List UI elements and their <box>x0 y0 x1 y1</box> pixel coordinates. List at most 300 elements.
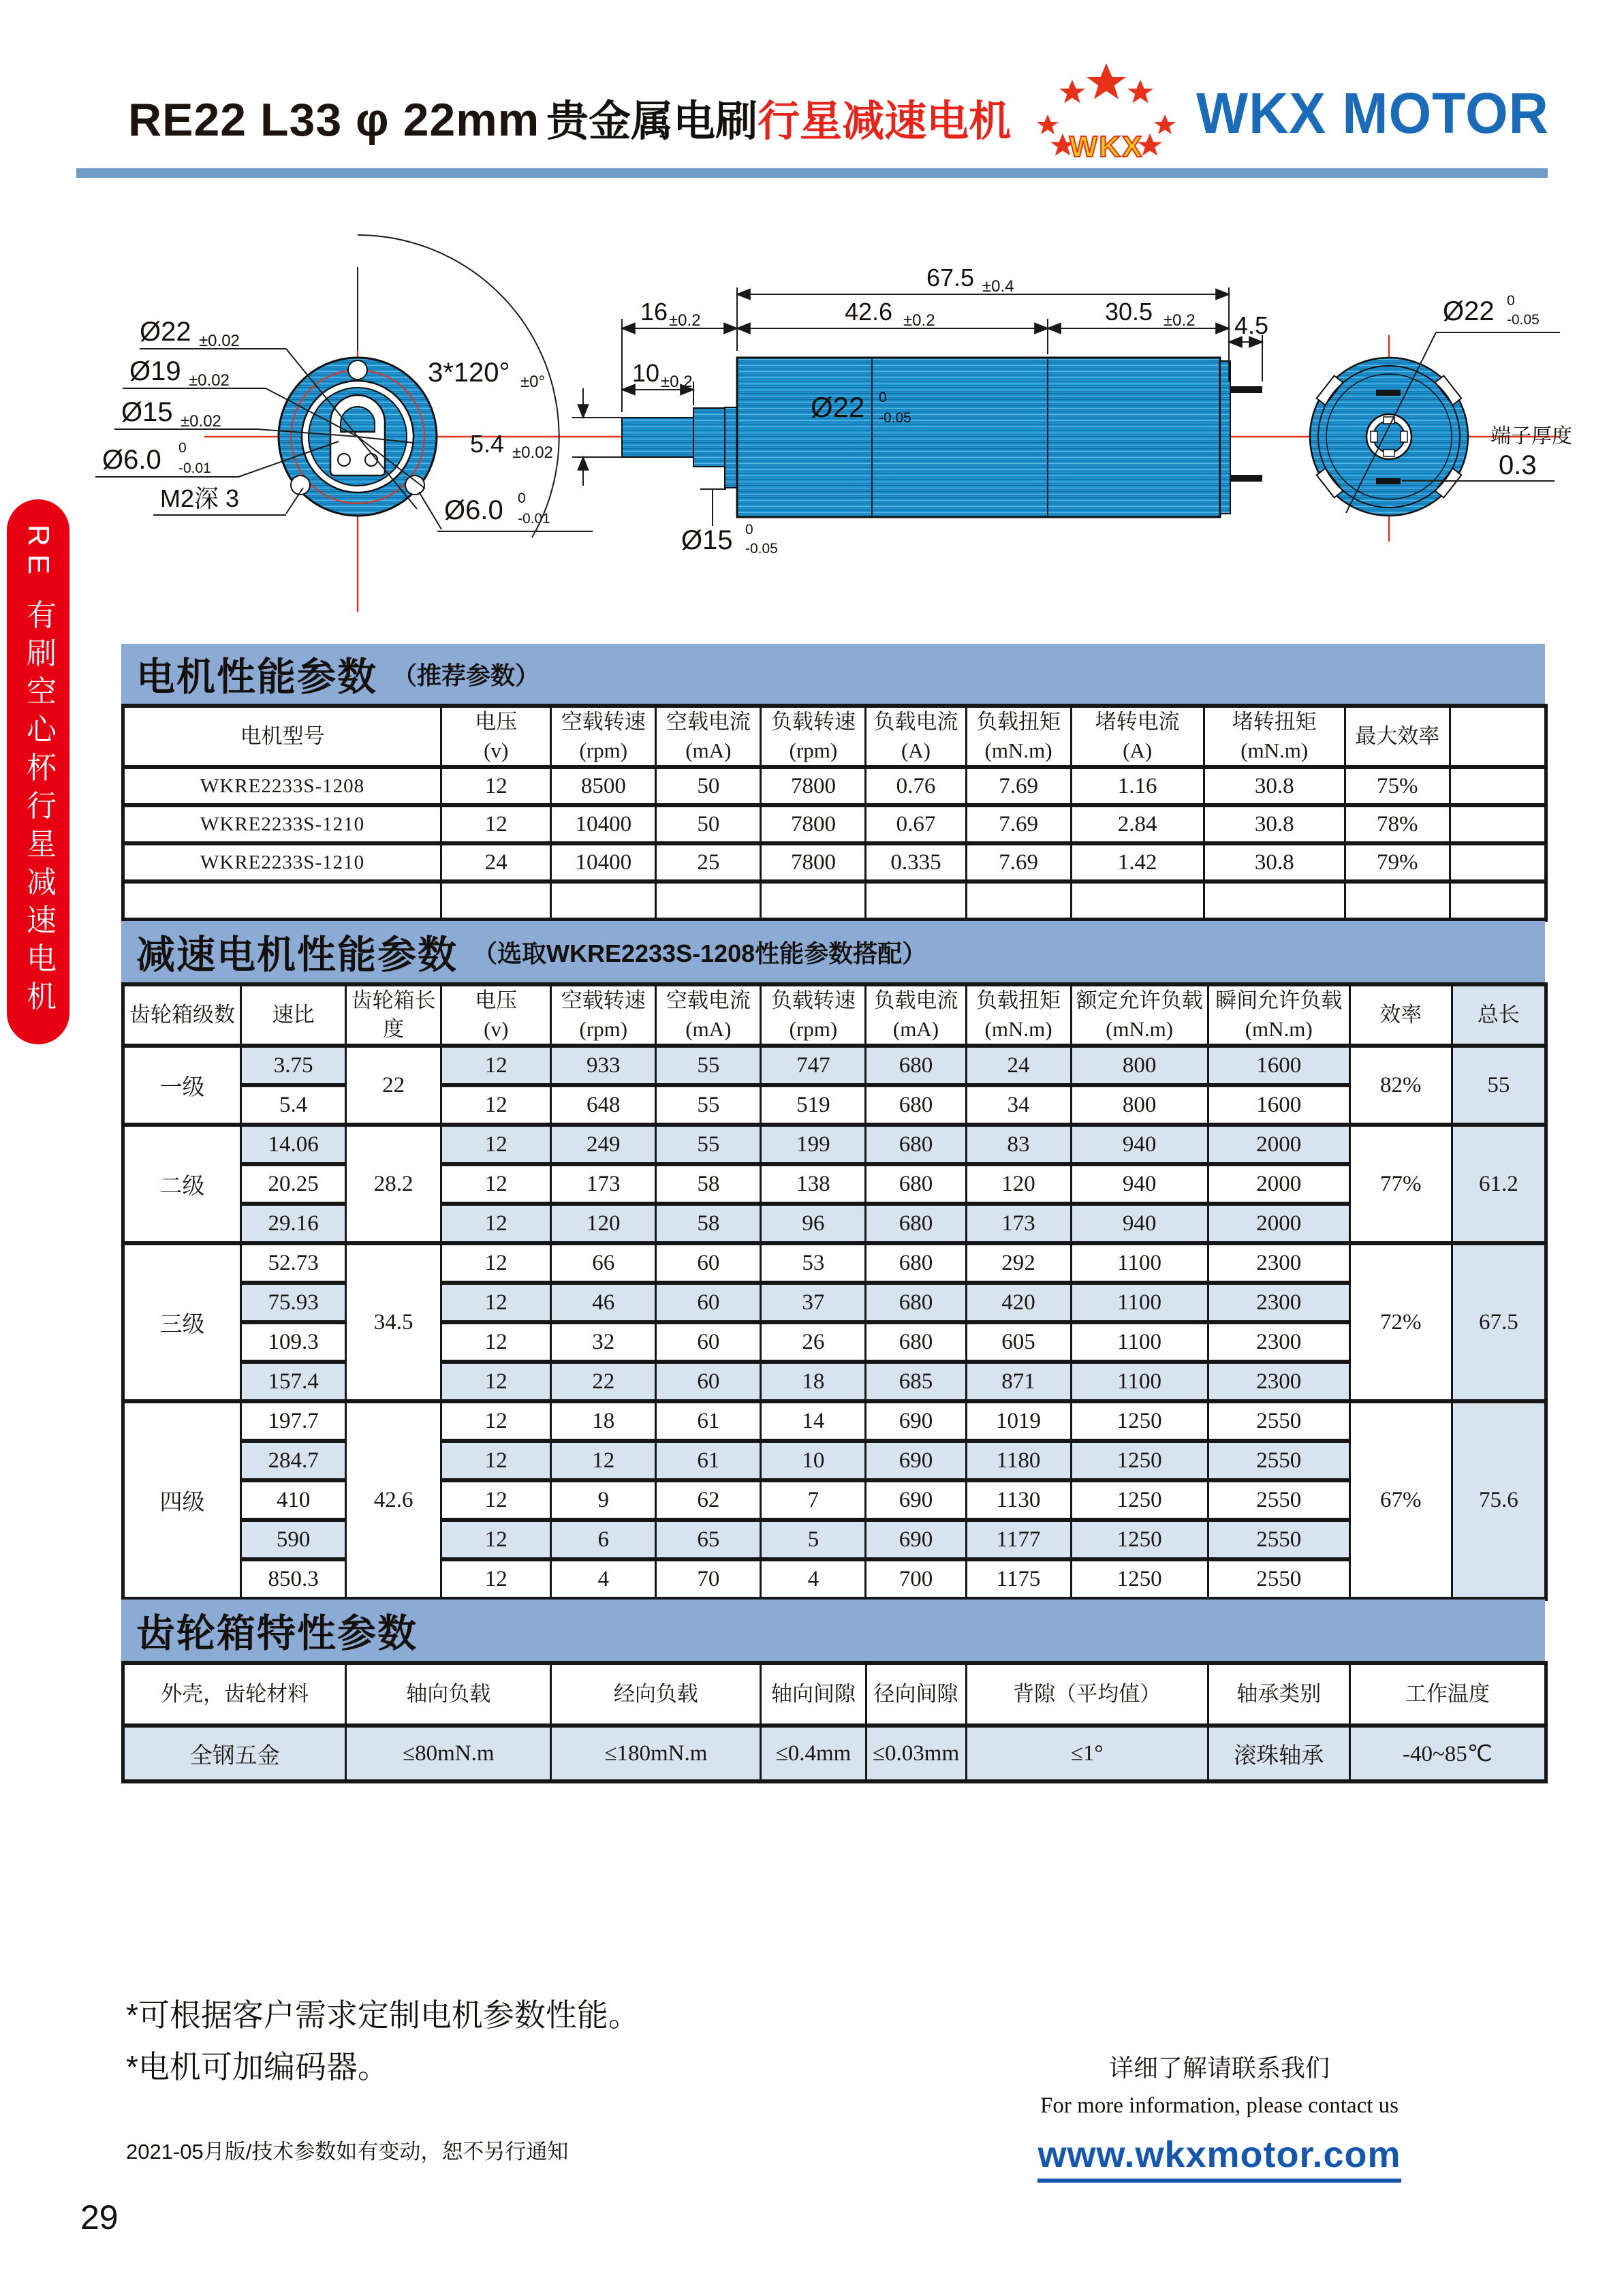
cell: 7800 <box>761 843 866 882</box>
cell <box>551 882 656 920</box>
cell: 940 <box>1071 1204 1208 1243</box>
cell: 7800 <box>761 767 866 805</box>
cell: 30.8 <box>1204 843 1345 882</box>
cell: 66 <box>551 1243 656 1283</box>
cell: 29.16 <box>241 1204 346 1243</box>
cell: 12 <box>441 767 551 805</box>
stage-cell: 四级 <box>123 1401 241 1599</box>
cell: 2000 <box>1208 1164 1349 1204</box>
cell: 34 <box>966 1085 1071 1125</box>
efficiency-cell: 77% <box>1349 1125 1452 1243</box>
dim-front-d22: Ø22 <box>140 317 191 347</box>
cell: 60 <box>656 1283 761 1322</box>
table-row <box>123 1283 1546 1322</box>
cell: 70 <box>656 1559 761 1599</box>
cell <box>966 882 1071 920</box>
cell: 32 <box>551 1322 656 1362</box>
table3-banner <box>121 1600 1545 1661</box>
header-cell: 经向负载 <box>551 1663 761 1726</box>
cell: 26 <box>761 1322 866 1362</box>
cell: 680 <box>866 1243 966 1283</box>
cell: 12 <box>441 1322 551 1362</box>
cell: 940 <box>1071 1125 1208 1164</box>
cell: 420 <box>966 1283 1071 1322</box>
cell: 55 <box>656 1125 761 1164</box>
header-cell: 空载电流 (mA) <box>656 984 761 1046</box>
table-row <box>123 1520 1546 1559</box>
cell: 52.73 <box>241 1243 346 1283</box>
contact-cn-text: 详细了解请联系我们 <box>1108 2054 1330 2082</box>
table-row <box>123 1480 1546 1520</box>
cell: 120 <box>966 1164 1071 1204</box>
cell: 1250 <box>1071 1520 1208 1559</box>
cell <box>123 882 441 920</box>
dim-front-d6-tol-bottom: -0.01 <box>178 461 211 476</box>
page-number: 29 <box>80 2198 119 2236</box>
cell: 1250 <box>1071 1441 1208 1480</box>
cell: 12 <box>441 1204 551 1243</box>
cell: 800 <box>1071 1046 1208 1085</box>
dim-side-54: 5.4 <box>470 430 505 458</box>
cell <box>761 882 866 920</box>
cell: 30.8 <box>1204 767 1345 805</box>
header-cell: 速比 <box>241 984 346 1046</box>
cell: 3.75 <box>241 1046 346 1085</box>
dim-front-d6-tol-top: 0 <box>178 440 187 456</box>
cell: 53 <box>761 1243 866 1283</box>
header-cell: 瞬间允许负载 (mN.m) <box>1208 984 1349 1046</box>
dim-side-d15-tol-top: 0 <box>745 522 753 537</box>
cell: 2300 <box>1208 1322 1349 1362</box>
cell: 65 <box>656 1520 761 1559</box>
cell <box>1450 882 1546 920</box>
cell: 1250 <box>1071 1559 1208 1599</box>
dim-front-angle: 3*120° <box>428 358 510 388</box>
cell: 1100 <box>1071 1243 1208 1283</box>
cell: 2550 <box>1208 1480 1349 1520</box>
header-cell: 电机型号 <box>123 706 441 767</box>
cell: 12 <box>551 1441 656 1480</box>
cell: 249 <box>551 1125 656 1164</box>
cell: 24 <box>966 1046 1071 1085</box>
length-cell: 28.2 <box>346 1125 441 1243</box>
cell: 12 <box>441 1125 551 1164</box>
header-cell: 负载转速 (rpm) <box>761 706 866 767</box>
dim-side-16: 16 <box>640 298 668 326</box>
cell: 12 <box>441 1362 551 1401</box>
table-header-row <box>123 984 1546 1046</box>
terminal-slot <box>1376 390 1401 396</box>
cell: 5.4 <box>241 1085 346 1125</box>
contact-block <box>1001 2049 1437 2183</box>
series-sidebar-label: RE 有刷空心杯行星减速电机 <box>22 525 55 1019</box>
cell: 680 <box>866 1085 966 1125</box>
total-length-cell: 67.5 <box>1452 1243 1546 1401</box>
cell: 2550 <box>1208 1559 1349 1599</box>
cell: 12 <box>441 1085 551 1125</box>
cell: 7.69 <box>966 805 1071 843</box>
cell: 14.06 <box>241 1125 346 1164</box>
output-shaft <box>622 418 693 457</box>
cell: 519 <box>761 1085 866 1125</box>
header-cell: 轴向负载 <box>346 1663 551 1726</box>
dim-side-d22: Ø22 <box>811 391 865 423</box>
terminal-pin <box>1230 475 1262 482</box>
table2-subtitle: （选取WKRE2233S-1208性能参数搭配） <box>473 939 927 967</box>
cell: 690 <box>866 1520 966 1559</box>
cell: 690 <box>866 1441 966 1480</box>
terminal-pin <box>1230 386 1262 393</box>
dim-rear-d22-tol-top: 0 <box>1507 293 1515 309</box>
dim-front-d15-tol: ±0.02 <box>181 412 221 431</box>
header-cell: 负载扭矩 (mN.m) <box>966 706 1071 767</box>
cell: 0.335 <box>866 843 966 882</box>
gearmotor-performance-table <box>121 982 1548 1601</box>
cell: 1.42 <box>1071 843 1204 882</box>
cell: 9 <box>551 1480 656 1520</box>
length-cell: 22 <box>346 1046 441 1125</box>
cell: 20.25 <box>241 1164 346 1204</box>
table1-subtitle: （推荐参数） <box>392 661 540 689</box>
cell: 173 <box>551 1164 656 1204</box>
cell: 12 <box>441 1520 551 1559</box>
cell: 120 <box>551 1204 656 1243</box>
header-cell: 外壳，齿轮材料 <box>123 1663 346 1726</box>
cell: 78% <box>1345 805 1450 843</box>
cell: 7 <box>761 1480 866 1520</box>
cell: 12 <box>441 1046 551 1085</box>
cell: 292 <box>966 1243 1071 1283</box>
cell: 12 <box>441 1164 551 1204</box>
header-cell: 空载转速 (rpm) <box>551 706 656 767</box>
website-link[interactable]: www.wkxmotor.com <box>1037 2134 1401 2183</box>
cell: 850.3 <box>241 1559 346 1599</box>
technical-drawing <box>0 0 1624 640</box>
dim-side-d15: Ø15 <box>681 525 733 555</box>
cell: 4 <box>761 1559 866 1599</box>
cell: WKRE2233S-1210 <box>123 843 441 882</box>
cell: 37 <box>761 1283 866 1322</box>
cell: 2550 <box>1208 1401 1349 1441</box>
cell: 25 <box>656 843 761 882</box>
table1-title: 电机性能参数 <box>136 655 377 699</box>
cell: WKRE2233S-1210 <box>123 805 441 843</box>
cell: 50 <box>656 767 761 805</box>
cell: 全钢五金 <box>123 1726 346 1781</box>
title-model-code: RE22 L33 φ 22mm <box>128 94 540 146</box>
footnote-encoder: *电机可加编码器。 <box>126 2049 389 2085</box>
table-row <box>123 882 1546 920</box>
header-cell: 齿轮箱级数 <box>123 984 241 1046</box>
stage-cell: 一级 <box>123 1046 241 1125</box>
table3-title: 齿轮箱特性参数 <box>136 1612 418 1655</box>
header-cell: 堵转扭矩 (mN.m) <box>1204 706 1345 767</box>
header-cell <box>1450 706 1546 767</box>
header-cell: 负载电流 (A) <box>866 706 966 767</box>
table-row <box>123 1322 1546 1362</box>
cell: 680 <box>866 1283 966 1322</box>
total-length-cell: 75.6 <box>1452 1401 1546 1599</box>
dim-side-426-tol: ±0.2 <box>903 311 935 330</box>
cell: 30.8 <box>1204 805 1345 843</box>
cell: 58 <box>656 1204 761 1243</box>
cell: 12 <box>441 1243 551 1283</box>
dim-side-305-tol: ±0.2 <box>1164 311 1196 330</box>
cell: 58 <box>656 1164 761 1204</box>
cell: 62 <box>656 1480 761 1520</box>
cell <box>1450 805 1546 843</box>
end-cap <box>1220 361 1230 514</box>
cell <box>866 882 966 920</box>
cell: 12 <box>441 1401 551 1441</box>
cell: 10400 <box>551 843 656 882</box>
cell: 1180 <box>966 1441 1071 1480</box>
cell: 24 <box>441 843 551 882</box>
cell: 7.69 <box>966 843 1071 882</box>
cell: 0.67 <box>866 805 966 843</box>
dim-side-d22-tol-bottom: -0.05 <box>879 410 911 426</box>
header-cell: 电压 (v) <box>441 984 551 1046</box>
cell: 2550 <box>1208 1520 1349 1559</box>
cell: 2300 <box>1208 1362 1349 1401</box>
cell: 410 <box>241 1480 346 1520</box>
cell: 680 <box>866 1204 966 1243</box>
dim-front-m2: M2深 3 <box>160 484 240 512</box>
cell: 590 <box>241 1520 346 1559</box>
cell: 61 <box>656 1441 761 1480</box>
cell: ≤80mN.m <box>346 1726 551 1781</box>
title-black-part: 贵金属电刷 <box>546 98 758 145</box>
cell: 1100 <box>1071 1322 1208 1362</box>
cell: 75.93 <box>241 1283 346 1322</box>
cell: 284.7 <box>241 1441 346 1480</box>
cell: 61 <box>656 1401 761 1441</box>
cell: 12 <box>441 1283 551 1322</box>
header-cell: 背隙（平均值） <box>966 1663 1208 1726</box>
dim-front-d6: Ø6.0 <box>102 445 161 475</box>
cell: 22 <box>551 1362 656 1401</box>
header-cell: 负载扭矩 (mN.m) <box>966 984 1071 1046</box>
cell: 18 <box>551 1401 656 1441</box>
dim-side-426: 42.6 <box>845 298 893 326</box>
cell: 2550 <box>1208 1441 1349 1480</box>
version-note: 2021-05月版/技术参数如有变动，恕不另行通知 <box>126 2140 569 2164</box>
cell: ≤0.4mm <box>761 1726 866 1781</box>
cell: 7800 <box>761 805 866 843</box>
cell: 7.69 <box>966 767 1071 805</box>
dim-rear-d22-tol-bottom: -0.05 <box>1507 312 1540 328</box>
dim-side-d22-tol-top: 0 <box>879 390 887 405</box>
table-row <box>123 1243 1546 1283</box>
header-cell: 空载电流 (mA) <box>656 706 761 767</box>
cell: 5 <box>761 1520 866 1559</box>
cell: 173 <box>966 1204 1071 1243</box>
cell: 747 <box>761 1046 866 1085</box>
cell: 871 <box>966 1362 1071 1401</box>
length-cell: 34.5 <box>346 1243 441 1401</box>
cell: 60 <box>656 1322 761 1362</box>
cell: 648 <box>551 1085 656 1125</box>
cell: 199 <box>761 1125 866 1164</box>
table2-banner <box>121 921 1545 982</box>
mount-hole <box>348 360 367 379</box>
header-cell: 轴承类别 <box>1208 1663 1349 1726</box>
cell: 1177 <box>966 1520 1071 1559</box>
table-row <box>123 805 1546 843</box>
header-cell: 齿轮箱长 度 <box>346 984 441 1046</box>
cell: 0.76 <box>866 767 966 805</box>
cell: 1130 <box>966 1480 1071 1520</box>
dim-rear-terminal-label: 端子厚度 <box>1490 425 1572 448</box>
cell: 690 <box>866 1480 966 1520</box>
stage-cell: 三级 <box>123 1243 241 1401</box>
dim-front-d15: Ø15 <box>121 397 173 427</box>
header-cell: 轴向间隙 <box>761 1663 866 1726</box>
cell: 18 <box>761 1362 866 1401</box>
cell: 933 <box>551 1046 656 1085</box>
cell: 4 <box>551 1559 656 1599</box>
terminal-slot <box>1376 478 1401 484</box>
cell: 680 <box>866 1046 966 1085</box>
footnote-custom-params: *可根据客户需求定制电机参数性能。 <box>126 1997 640 2033</box>
table-row <box>123 767 1546 805</box>
cell: 1250 <box>1071 1401 1208 1441</box>
cell: 2300 <box>1208 1283 1349 1322</box>
cell <box>1071 882 1204 920</box>
cell: 79% <box>1345 843 1450 882</box>
cell: 12 <box>441 805 551 843</box>
cell: 10400 <box>551 805 656 843</box>
cell: 83 <box>966 1125 1071 1164</box>
cell: ≤1° <box>966 1726 1208 1781</box>
table-row <box>123 1559 1546 1599</box>
dim-side-45: 4.5 <box>1234 311 1269 339</box>
cell: 680 <box>866 1164 966 1204</box>
header-cell: 径向间隙 <box>866 1663 966 1726</box>
total-length-cell: 61.2 <box>1452 1125 1546 1243</box>
header-cell: 空载转速 (rpm) <box>551 984 656 1046</box>
dim-side-total: 67.5 <box>926 264 975 292</box>
cell: 1600 <box>1208 1046 1349 1085</box>
table-row <box>123 1441 1546 1480</box>
table-row <box>123 1085 1546 1125</box>
contact-en-text: For more information, please contact us <box>1040 2093 1399 2118</box>
cell: 1175 <box>966 1559 1071 1599</box>
dim-front-d6b: Ø6.0 <box>444 495 503 525</box>
cell: 60 <box>656 1243 761 1283</box>
side-view <box>470 264 1268 557</box>
cell: 10 <box>761 1441 866 1480</box>
cell: 12 <box>441 1559 551 1599</box>
header-cell: 总长 <box>1452 984 1546 1046</box>
table-row <box>123 843 1546 882</box>
table2-title: 减速电机性能参数 <box>136 933 458 977</box>
efficiency-cell: 67% <box>1349 1401 1452 1599</box>
header-cell: 工作温度 <box>1349 1663 1546 1726</box>
cell: 680 <box>866 1322 966 1362</box>
cell: 197.7 <box>241 1401 346 1441</box>
length-cell: 42.6 <box>346 1401 441 1599</box>
cell: 2.84 <box>1071 805 1204 843</box>
table-header-row <box>123 706 1546 767</box>
cell <box>1450 767 1546 805</box>
dim-side-total-tol: ±0.4 <box>982 277 1014 296</box>
cell: 12 <box>441 1441 551 1480</box>
dim-front-d6b-tol-top: 0 <box>518 490 526 506</box>
cell: 6 <box>551 1520 656 1559</box>
dim-front-d6b-tol-bottom: -0.01 <box>518 511 550 527</box>
cell: 605 <box>966 1322 1071 1362</box>
cell: 138 <box>761 1164 866 1204</box>
efficiency-cell: 72% <box>1349 1243 1452 1401</box>
cell: 1100 <box>1071 1362 1208 1401</box>
cell: 14 <box>761 1401 866 1441</box>
dim-rear-terminal-value: 0.3 <box>1499 450 1537 480</box>
table-row <box>123 1125 1546 1164</box>
cell: 55 <box>656 1085 761 1125</box>
front-view <box>95 235 593 612</box>
cell: 940 <box>1071 1164 1208 1204</box>
cell: 685 <box>866 1362 966 1401</box>
title-red-part: 行星减速电机 <box>758 98 1012 145</box>
header-cell: 电压 (v) <box>441 706 551 767</box>
cell: 2000 <box>1208 1204 1349 1243</box>
cell: 1100 <box>1071 1283 1208 1322</box>
cell: 1250 <box>1071 1480 1208 1520</box>
dim-front-d19-tol: ±0.02 <box>189 371 230 390</box>
cell <box>441 882 551 920</box>
header-cell: 负载电流 (mA) <box>866 984 966 1046</box>
cell: 55 <box>656 1046 761 1085</box>
cell: 800 <box>1071 1085 1208 1125</box>
cell: 1600 <box>1208 1085 1349 1125</box>
header-cell: 最大效率 <box>1345 706 1450 767</box>
brand-name: WKX MOTOR <box>1196 81 1549 145</box>
dim-front-d19: Ø19 <box>129 356 181 386</box>
header-cell: 负载转速 (rpm) <box>761 984 866 1046</box>
cell: 60 <box>656 1362 761 1401</box>
cell: WKRE2233S-1208 <box>123 767 441 805</box>
gearbox-characteristics-table <box>121 1661 1548 1783</box>
cell: 1.16 <box>1071 767 1204 805</box>
cell: -40~85℃ <box>1349 1726 1546 1781</box>
cell: 2300 <box>1208 1243 1349 1283</box>
cell <box>1345 882 1450 920</box>
table-header-row <box>123 1663 1546 1726</box>
motor-body <box>737 358 1220 517</box>
cell <box>1450 843 1546 882</box>
table-row <box>123 1401 1546 1441</box>
motor-performance-table <box>121 704 1548 922</box>
rear-view <box>1310 293 1572 542</box>
table1-banner <box>121 644 1545 704</box>
dim-side-54-tol: ±0.02 <box>512 443 553 462</box>
table-row <box>123 1046 1546 1085</box>
table-row <box>123 1204 1546 1243</box>
header-cell: 额定允许负载 (mN.m) <box>1071 984 1208 1046</box>
dim-side-10: 10 <box>632 359 660 387</box>
logo-wordmark: WKX <box>1069 130 1144 163</box>
cell: 700 <box>866 1559 966 1599</box>
cell: 680 <box>866 1125 966 1164</box>
header-cell: 效率 <box>1349 984 1452 1046</box>
cell: 690 <box>866 1401 966 1441</box>
cell <box>656 882 761 920</box>
cell: 46 <box>551 1283 656 1322</box>
cell: 12 <box>441 1480 551 1520</box>
stage-cell: 二级 <box>123 1125 241 1243</box>
cell: 109.3 <box>241 1322 346 1362</box>
